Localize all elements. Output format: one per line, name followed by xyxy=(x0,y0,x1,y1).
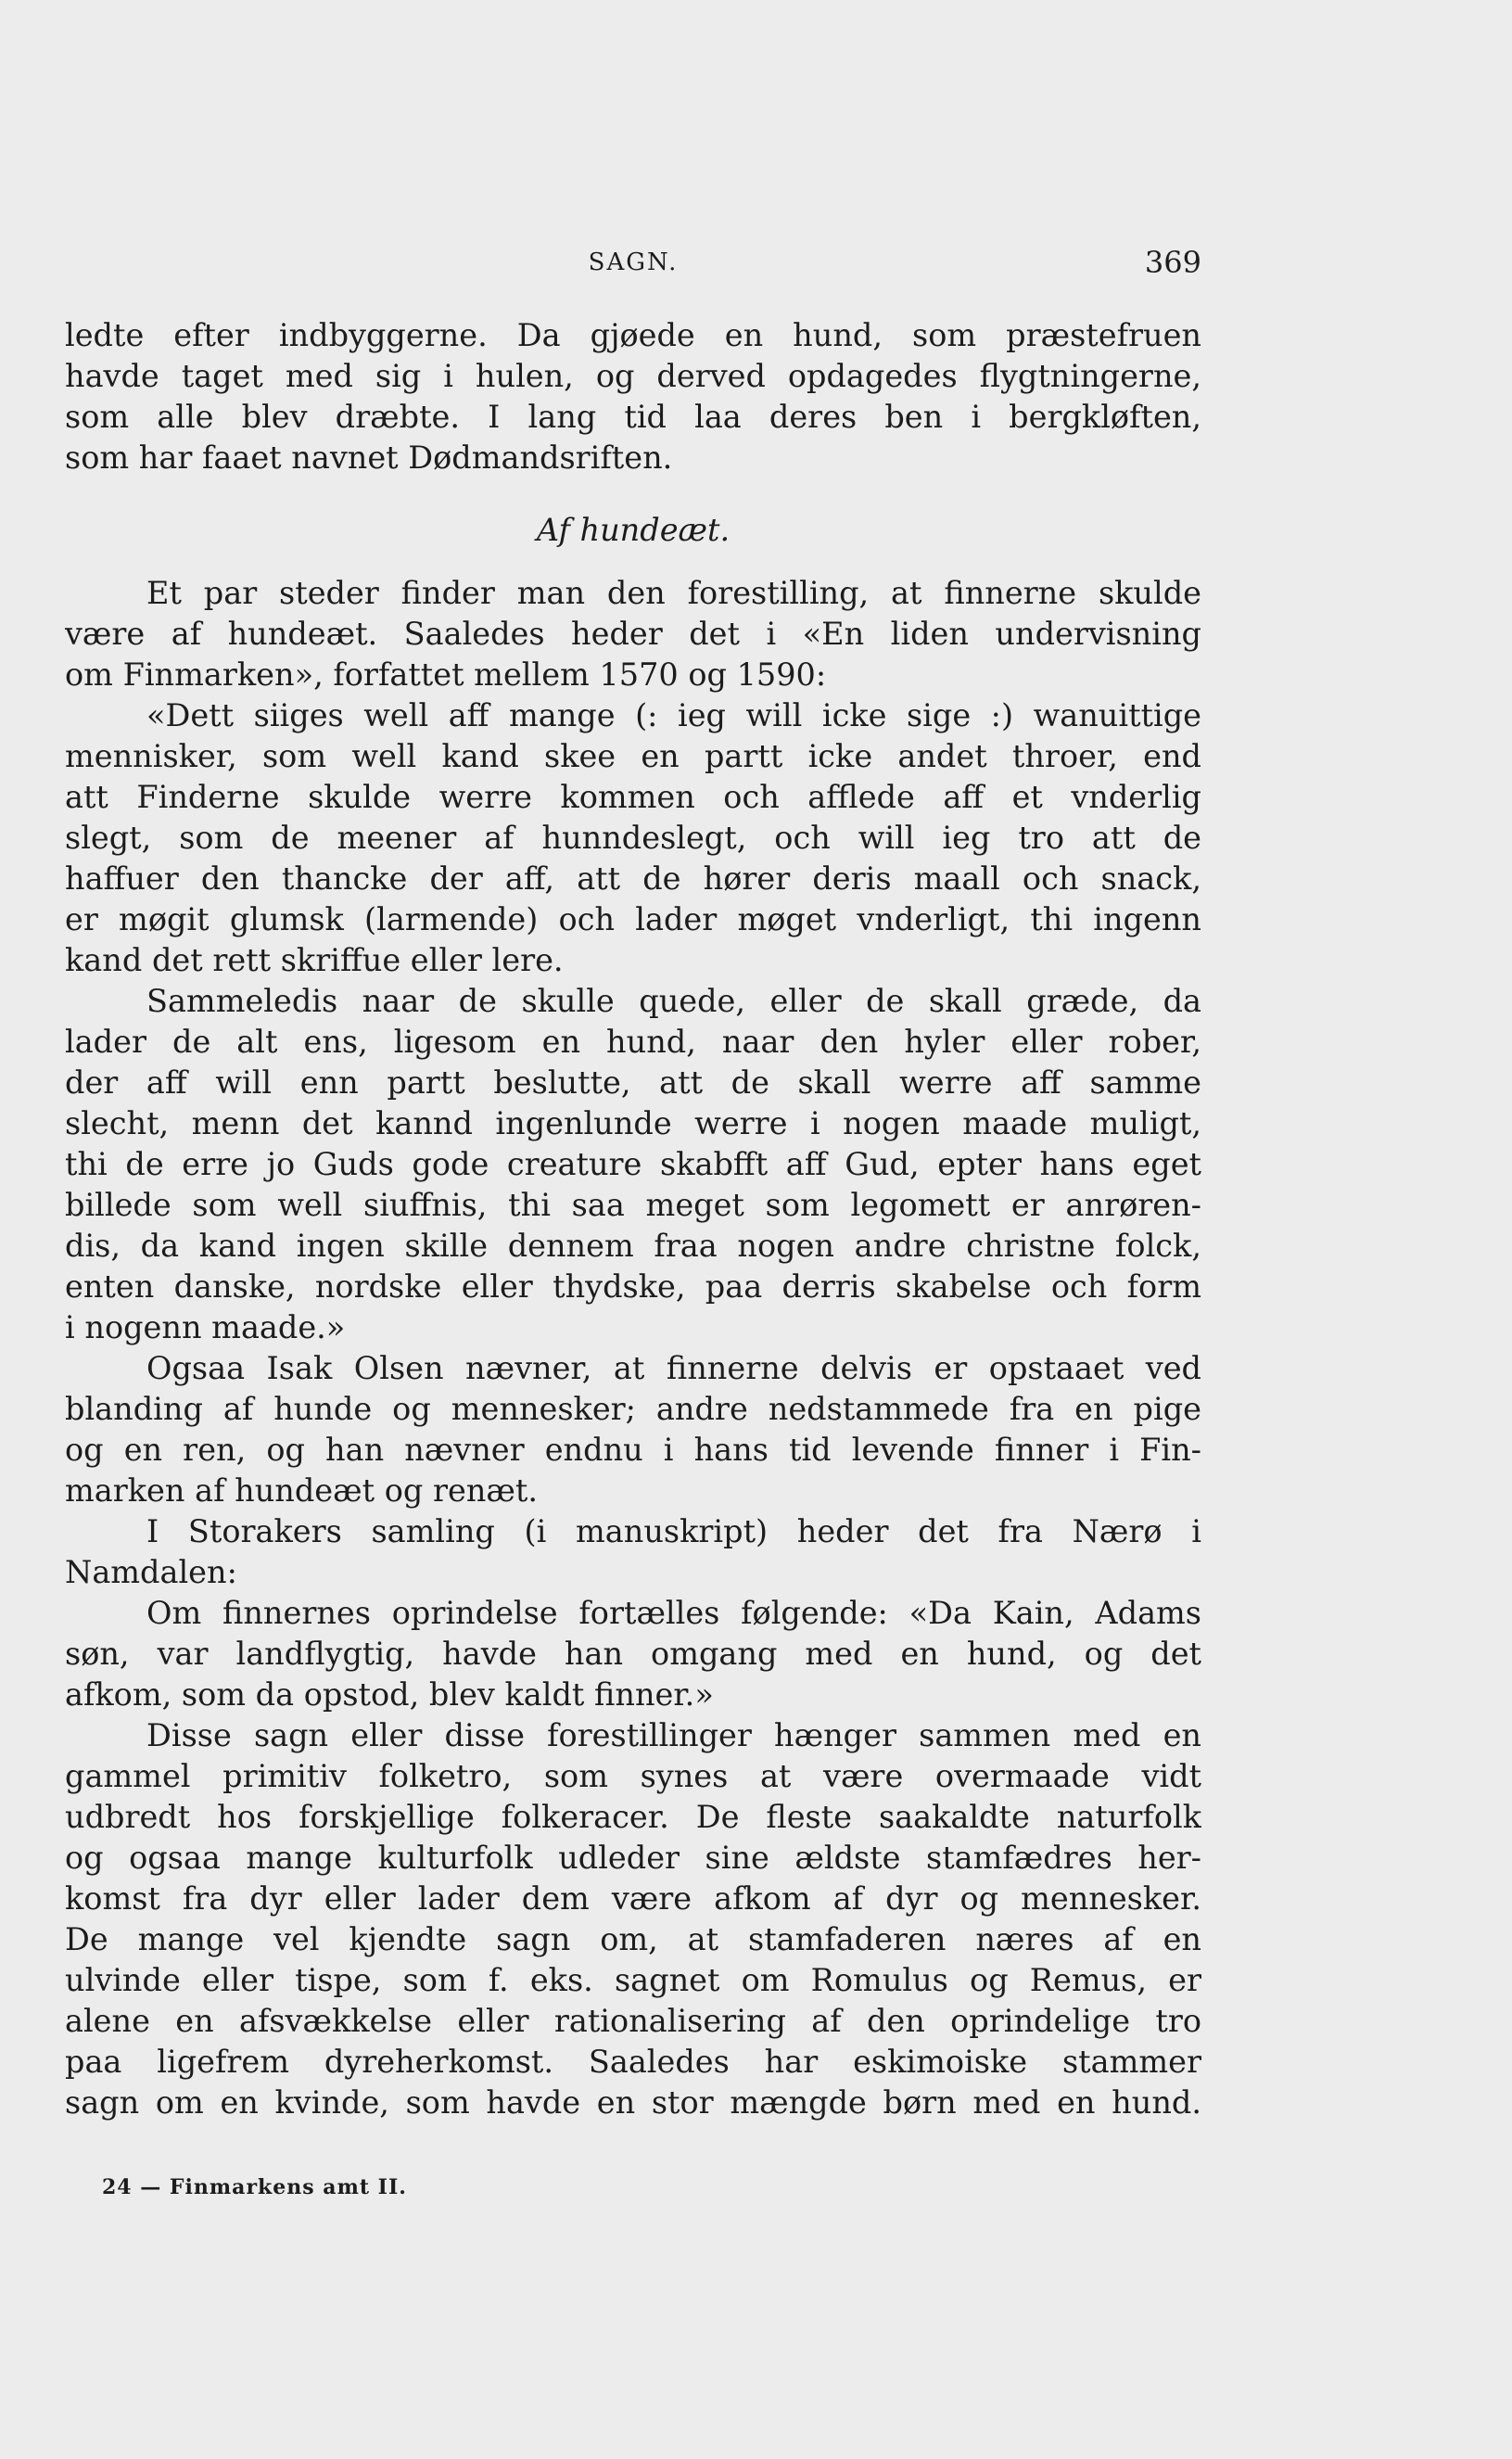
text-line: Sammeledis naar de skulle quede, eller de skall græde, da xyxy=(146,983,1201,1019)
text-line: mennisker, som well kand skee en partt icke andet throer, end xyxy=(65,738,1201,774)
text-line: billede som well siuffnis, thi saa meget som legomett er anrøren- xyxy=(65,1187,1201,1223)
text-line: afkom, som da opstod, blev kaldt finner.» xyxy=(65,1676,714,1713)
text-line: I Storakers samling (i manuskript) heder det fra Nærø i xyxy=(146,1513,1201,1549)
text-line: om Finmarken», forfattet mellem 1570 og 1590: xyxy=(65,656,827,693)
page-header xyxy=(65,243,1201,284)
body-text xyxy=(65,315,1201,2123)
text-line: Ogsaa Isak Olsen nævner, at finnerne delvis er opstaaet ved xyxy=(146,1350,1201,1386)
text-line: gammel primitiv folketro, som synes at være overmaade vidt xyxy=(65,1758,1201,1794)
text-line: paa ligefrem dyreherkomst. Saaledes har eskimoiske stammer xyxy=(65,2044,1201,2080)
text-line: være af hundeæt. Saaledes heder det i «En liden undervisning xyxy=(65,616,1201,652)
text-line: De mange vel kjendte sagn om, at stamfaderen næres af en xyxy=(65,1921,1201,1957)
text-line: sagn om en kvinde, som havde en stor mængde børn med en hund. xyxy=(65,2084,1201,2121)
text-line: der aff will enn partt beslutte, att de skall werre aff samme xyxy=(65,1064,1201,1101)
text-line: haffuer den thancke der aff, att de hører deris maall och snack, xyxy=(65,860,1201,897)
text-line: og ogsaa mange kulturfolk udleder sine ældste stamfædres her- xyxy=(65,1840,1201,1876)
text-line: dis, da kand ingen skille dennem fraa nogen andre christne folck, xyxy=(65,1228,1201,1264)
text-line: «Dett siiges well aff mange (: ieg will icke sige :) wanuittige xyxy=(146,697,1201,733)
text-line: Namdalen: xyxy=(65,1554,237,1590)
text-line: alene en afsvækkelse eller rationalisering af den oprindelige tro xyxy=(65,2003,1201,2039)
text-line: som har faaet navnet Dødmandsriften. xyxy=(65,440,673,476)
text-line: ledte efter indbyggerne. Da gjøede en hund, som præstefruen xyxy=(65,317,1201,353)
text-line: kand det rett skriffue eller lere. xyxy=(65,942,564,978)
text-line: enten danske, nordske eller thydske, paa derris skabelse och form xyxy=(65,1268,1201,1305)
text-line: slegt, som de meener af hunndeslegt, och will ieg tro att de xyxy=(65,820,1201,856)
text-line: er møgit glumsk (larmende) och lader møget vnderligt, thi ingenn xyxy=(65,901,1201,937)
running-head: SAGN. xyxy=(588,248,679,276)
text-line: slecht, menn det kannd ingenlunde werre i nogen maade muligt, xyxy=(65,1105,1201,1141)
text-line: havde taget med sig i hulen, og derved opdagedes flygtningerne, xyxy=(65,358,1201,394)
text-line: att Finderne skulde werre kommen och afflede aff et vnderlig xyxy=(65,779,1201,815)
text-line: ulvinde eller tispe, som f. eks. sagnet om Romulus og Remus, er xyxy=(65,1962,1201,1998)
text-line: udbredt hos forskjellige folkeracer. De fleste saakaldte naturfolk xyxy=(65,1799,1201,1835)
text-line: thi de erre jo Guds gode creature skabfft aff Gud, epter hans eget xyxy=(65,1146,1201,1182)
text-line: som alle blev dræbte. I lang tid laa deres ben i bergkløften, xyxy=(65,399,1201,435)
page-number: 369 xyxy=(1144,245,1201,280)
text-line: søn, var landflygtig, havde han omgang med en hund, og det xyxy=(65,1636,1201,1672)
text-line: lader de alt ens, ligesom en hund, naar den hyler eller rober, xyxy=(65,1024,1201,1060)
text-line: Et par steder finder man den forestilling, at finnerne skulde xyxy=(146,575,1201,611)
text-line: komst fra dyr eller lader dem være afkom af dyr og mennesker. xyxy=(65,1880,1201,1917)
text-line: Om finnernes oprindelse fortælles følgende: «Da Kain, Adams xyxy=(146,1595,1201,1631)
section-heading: Af hundeæt. xyxy=(536,512,731,548)
text-line: og en ren, og han nævner endnu i hans tid levende finner i Fin- xyxy=(65,1432,1201,1468)
text-line: blanding af hunde og mennesker; andre nedstammede fra en pige xyxy=(65,1391,1201,1427)
signature-mark: 24 — Finmarkens amt II. xyxy=(102,2175,407,2199)
text-line: i nogenn maade.» xyxy=(65,1309,346,1345)
text-line: Disse sagn eller disse forestillinger hænger sammen med en xyxy=(146,1717,1201,1753)
text-line: marken af hundeæt og renæt. xyxy=(65,1472,538,1509)
